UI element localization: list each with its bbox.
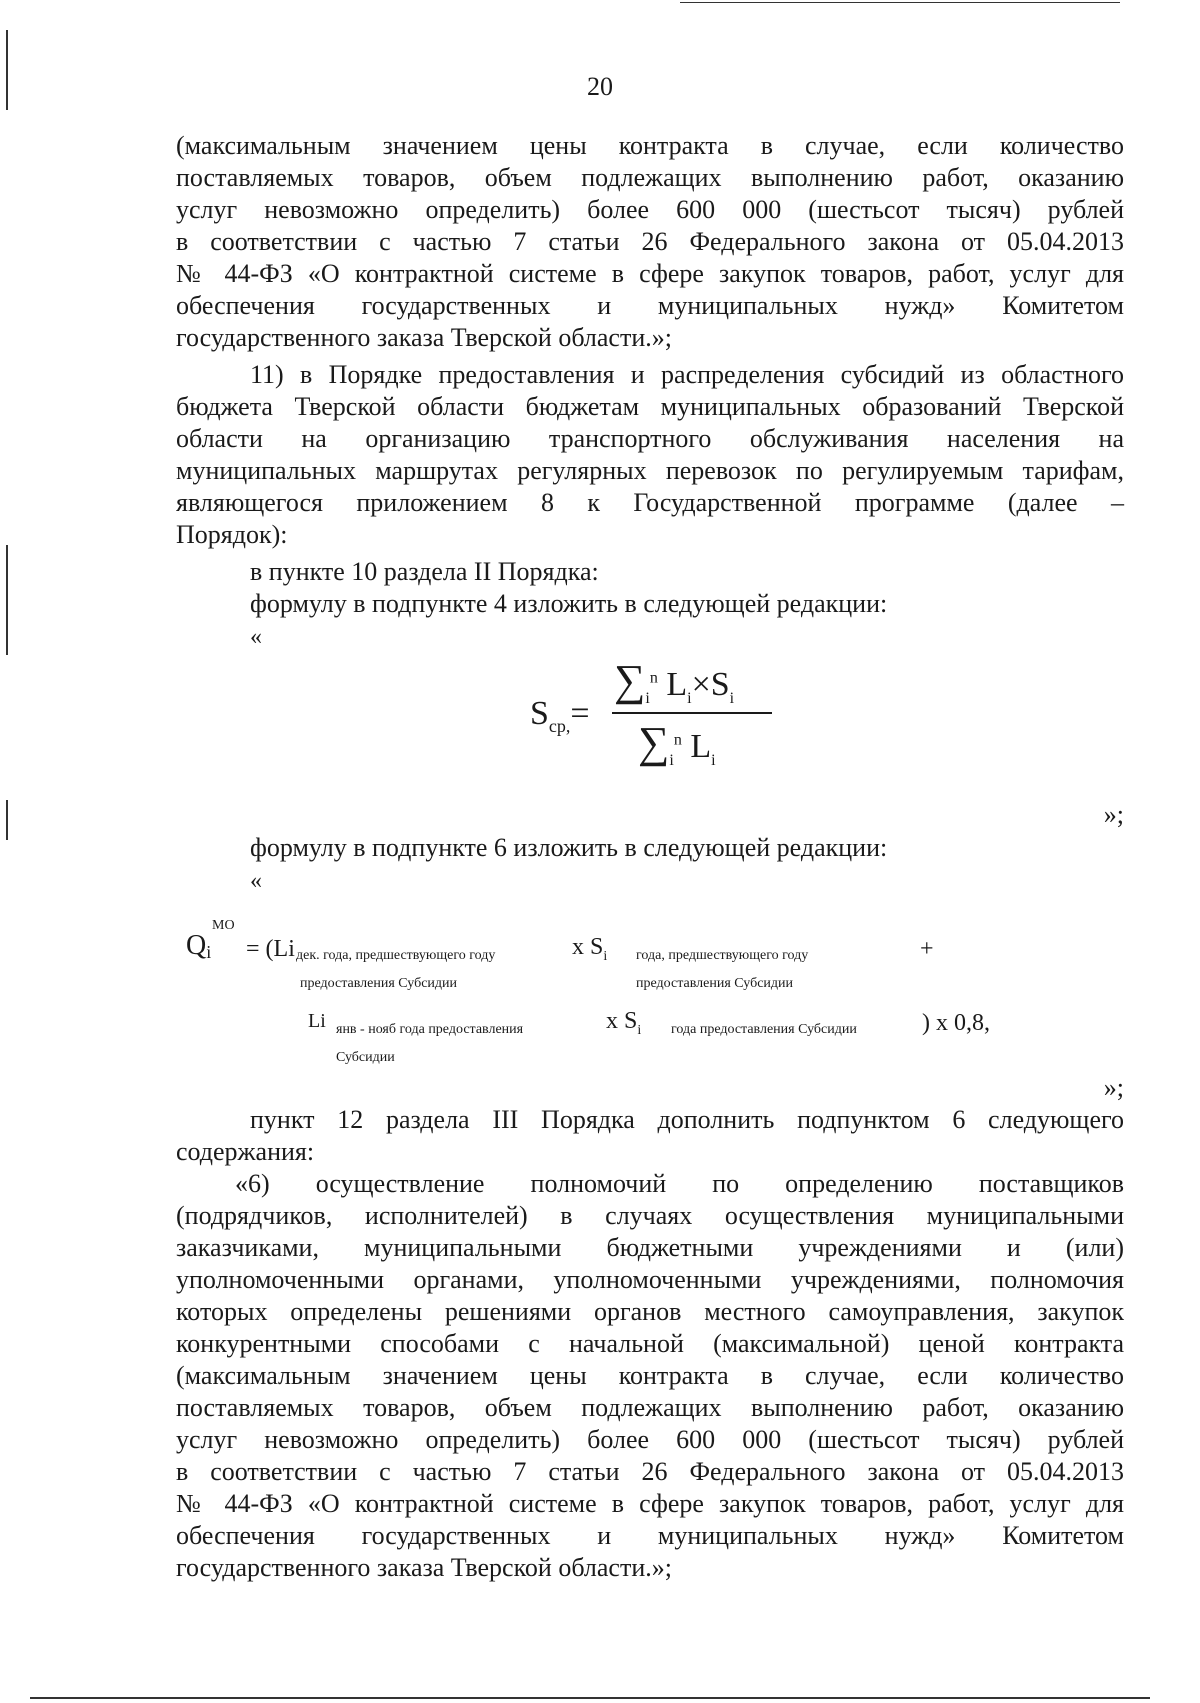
formula2-s1-sub: года, предшествующего году	[636, 948, 809, 963]
text-line: бюджета Тверской области бюджетам муниципальных образований Тверской	[176, 392, 1124, 421]
formula-subsidy-volume	[186, 910, 1036, 1065]
text-line: уполномоченными органами, уполномоченными учреждениями, полномочия	[176, 1265, 1124, 1294]
text-line: (максимальным значением цены контракта в случае, если количество	[176, 131, 1124, 160]
text-line: пункт 12 раздела III Порядка дополнить подпунктом 6 следующего	[250, 1105, 1124, 1134]
formula1-lhs: $S_{ср,}=$	[530, 695, 590, 736]
formula2-q: $Q_i$	[186, 930, 212, 963]
text-line: государственного заказа Тверской области.»;	[176, 1553, 672, 1582]
formula2-l2-sub: янв - нояб года предоставления	[336, 1022, 524, 1037]
text-line: обеспечения государственных и муниципальных нужд» Комитетом	[176, 291, 1124, 320]
formula1-denominator: $\sum_i^n$ $L_i$	[638, 718, 716, 769]
formula2-q-sup: МО	[212, 918, 235, 933]
formula2-l1-sub2: предоставления Субсидии	[300, 976, 458, 991]
text-line-formula6: формулу в подпункте 6 изложить в следующей редакции:	[250, 833, 888, 862]
open-quote: «	[250, 868, 262, 894]
text-line: заказчиками, муниципальными бюджетными учреждениями и (или)	[176, 1233, 1124, 1262]
text-line: области на организацию транспортного обслуживания населения на	[176, 424, 1124, 453]
text-line: в соответствии с частью 7 статьи 26 Федерального закона от 05.04.2013	[176, 1457, 1124, 1486]
formula2-l2-sub2: Субсидии	[336, 1050, 395, 1065]
text-line: № 44-ФЗ «О контрактной системе в сфере закупок товаров, работ, услуг для	[176, 259, 1124, 288]
scan-edge-bottom	[30, 1697, 1150, 1699]
close-quote: »;	[1103, 800, 1124, 829]
formula-average-tariff	[530, 655, 770, 775]
text-line: государственного заказа Тверской области.»;	[176, 323, 672, 352]
page-number: 20	[587, 72, 613, 101]
text-line: обеспечения государственных и муниципальных нужд» Комитетом	[176, 1521, 1124, 1550]
formula2-x2: x $S_i$	[606, 1008, 642, 1038]
text-line-point10: в пункте 10 раздела II Порядка:	[250, 557, 599, 586]
text-line-formula4: формулу в подпункте 4 изложить в следующей редакции:	[250, 589, 888, 618]
formula2-l1-sub: дек. года, предшествующего году	[296, 948, 496, 963]
text-line: (подрядчиков, исполнителей) в случаях осуществления муниципальными	[176, 1201, 1124, 1230]
text-line: в соответствии с частью 7 статьи 26 Федерального закона от 05.04.2013	[176, 227, 1124, 256]
formula2-s1-sub2: предоставления Субсидии	[636, 976, 794, 991]
text-line: муниципальных маршрутах регулярных перевозок по регулируемым тарифам,	[176, 456, 1124, 485]
formula2-plus: +	[920, 936, 934, 962]
text-line: услуг невозможно определить) более 600 000 (шестьсот тысяч) рублей	[176, 1425, 1124, 1454]
text-line: № 44-ФЗ «О контрактной системе в сфере закупок товаров, работ, услуг для	[176, 1489, 1124, 1518]
text-line: Порядок):	[176, 520, 288, 549]
formula2-l2: Li	[308, 1010, 326, 1032]
text-line: «6) осуществление полномочий по определению поставщиков	[235, 1169, 1124, 1198]
text-line: поставляемых товаров, объем подлежащих выполнению работ, оказанию	[176, 163, 1124, 192]
text-line: услуг невозможно определить) более 600 000 (шестьсот тысяч) рублей	[176, 195, 1124, 224]
scan-edge-left-3	[6, 800, 8, 840]
text-line: 11) в Порядке предоставления и распределения субсидий из областного	[250, 360, 1124, 389]
formula2-eq-open: = (Li	[246, 936, 295, 962]
scan-edge-left-2	[6, 545, 8, 655]
text-line: содержания:	[176, 1137, 315, 1166]
formula2-x1: x $S_i$	[572, 934, 608, 964]
close-quote: »;	[1103, 1073, 1124, 1102]
formula1-fraction-bar	[612, 712, 772, 714]
text-line: конкурентными способами с начальной (максимальной) ценой контракта	[176, 1329, 1124, 1358]
text-line: (максимальным значением цены контракта в случае, если количество	[176, 1361, 1124, 1390]
scan-edge-top	[680, 2, 1120, 3]
text-line: являющегося приложением 8 к Государственной программе (далее –	[176, 488, 1124, 517]
formula2-tail: ) x 0,8,	[922, 1010, 990, 1036]
formula1-numerator: $\sum_i^n$ $L_i\times S_i$	[614, 656, 735, 707]
formula2-s2-sub: года предоставления Субсидии	[671, 1022, 857, 1037]
open-quote: «	[250, 624, 262, 650]
text-line: которых определены решениями органов местного самоуправления, закупок	[176, 1297, 1124, 1326]
text-line: поставляемых товаров, объем подлежащих выполнению работ, оказанию	[176, 1393, 1124, 1422]
